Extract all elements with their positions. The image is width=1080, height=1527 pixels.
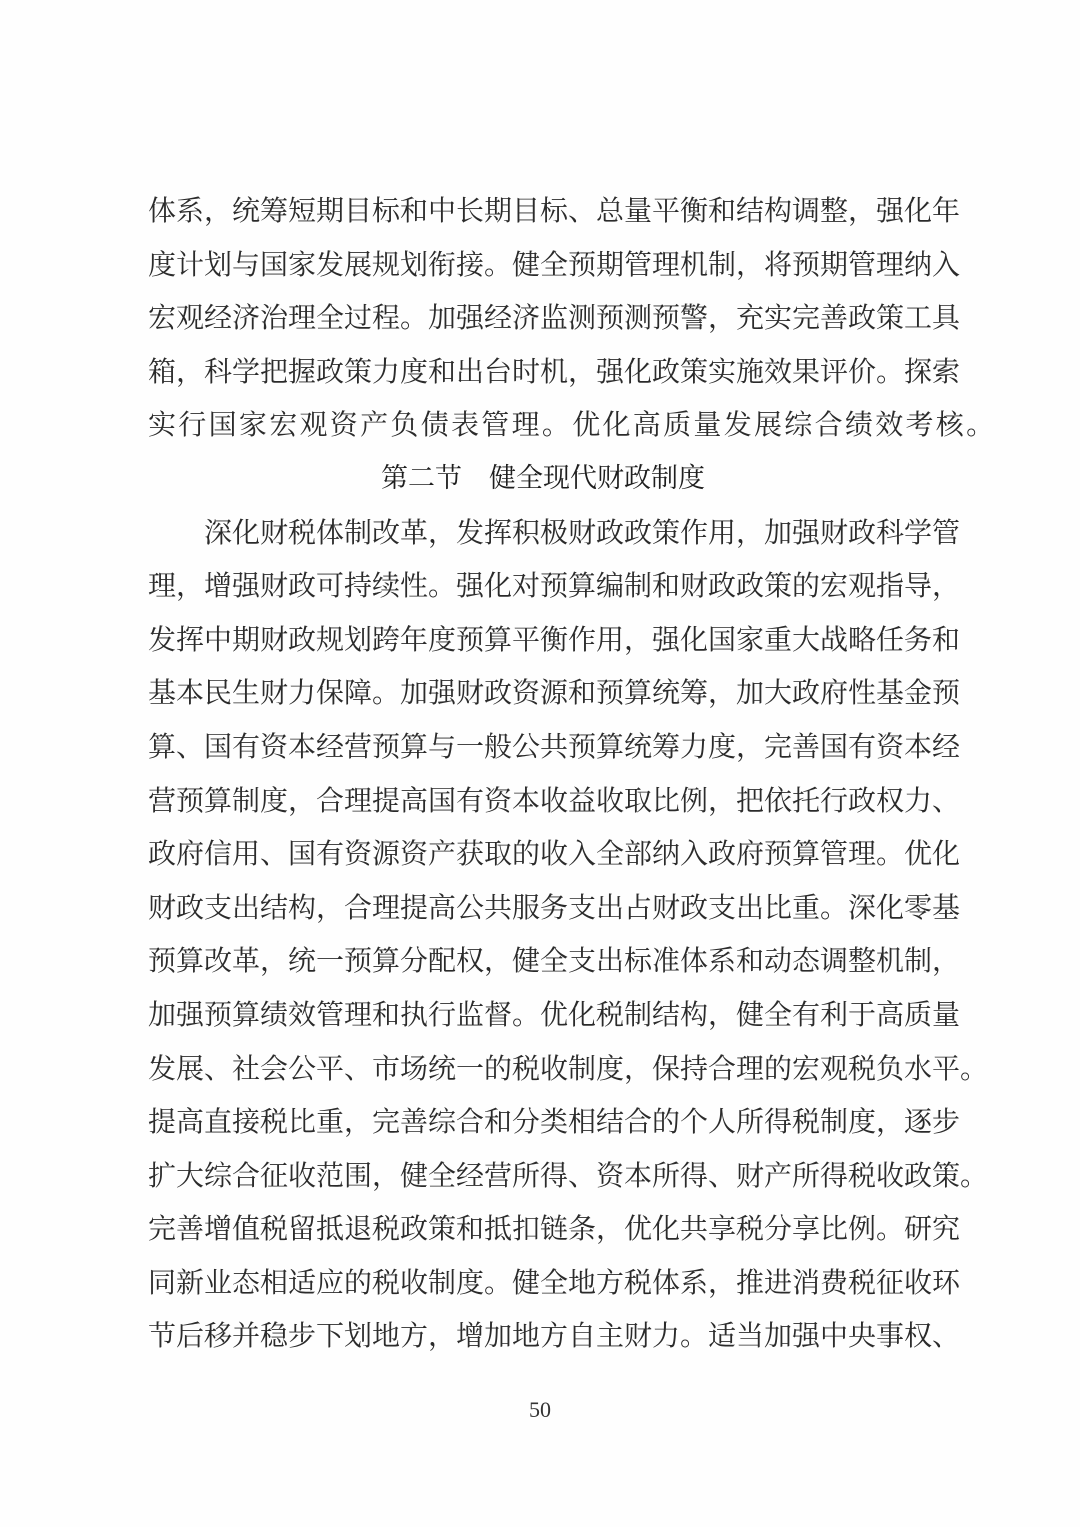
- paragraph-line: 财政支出结构，合理提高公共服务支出占财政支出比重。深化零基: [148, 890, 961, 924]
- paragraph-line: 基本民生财力保障。加强财政资源和预算统筹，加大政府性基金预: [148, 676, 961, 710]
- page-number: 50: [529, 1397, 551, 1422]
- paragraph-line: 实行国家宏观资产负债表管理。优化高质量发展综合绩效考核。: [148, 408, 997, 442]
- paragraph-line: 度计划与国家发展规划衔接。健全预期管理机制，将预期管理纳入: [148, 247, 961, 281]
- paragraph-line: 深化财税体制改革，发挥积极财政政策作用，加强财政科学管: [204, 515, 961, 549]
- paragraph-line: 理，增强财政可持续性。强化对预算编制和财政政策的宏观指导，: [148, 569, 961, 603]
- paragraph-line: 宏观经济治理全过程。加强经济监测预测预警，充实完善政策工具: [148, 301, 961, 335]
- paragraph-line: 发挥中期财政规划跨年度预算平衡作用，强化国家重大战略任务和: [148, 622, 961, 656]
- body-text: [148, 184, 997, 1363]
- paragraph-line: 预算改革，统一预算分配权，健全支出标准体系和动态调整机制，: [148, 944, 961, 978]
- paragraph-line: 政府信用、国有资源资产获取的收入全部纳入政府预算管理。优化: [148, 837, 961, 871]
- paragraph-line: 加强预算绩效管理和执行监督。优化税制结构，健全有利于高质量: [148, 997, 961, 1031]
- section-heading: 第二节 健全现代财政制度: [381, 462, 705, 494]
- paragraph-line: 箱，科学把握政策力度和出台时机，强化政策实施效果评价。探索: [148, 354, 961, 388]
- paragraph-line: 节后移并稳步下划地方，增加地方自主财力。适当加强中央事权、: [148, 1319, 961, 1353]
- paragraph-line: 完善增值税留抵退税政策和抵扣链条，优化共享税分享比例。研究: [148, 1212, 961, 1246]
- paragraph-line: 营预算制度，合理提高国有资本收益收取比例，把依托行政权力、: [148, 783, 961, 817]
- paragraph-line: 算、国有资本经营预算与一般公共预算统筹力度，完善国有资本经: [148, 729, 961, 763]
- paragraph-line: 同新业态相适应的税收制度。健全地方税体系，推进消费税征收环: [148, 1265, 961, 1299]
- paragraph-line: 发展、社会公平、市场统一的税收制度，保持合理的宏观税负水平。: [148, 1051, 989, 1085]
- paragraph-line: 扩大综合征收范围，健全经营所得、资本所得、财产所得税收政策。: [148, 1158, 989, 1192]
- paragraph-line: 提高直接税比重，完善综合和分类相结合的个人所得税制度，逐步: [148, 1105, 961, 1139]
- paragraph-line: 体系，统筹短期目标和中长期目标、总量平衡和结构调整，强化年: [148, 194, 961, 227]
